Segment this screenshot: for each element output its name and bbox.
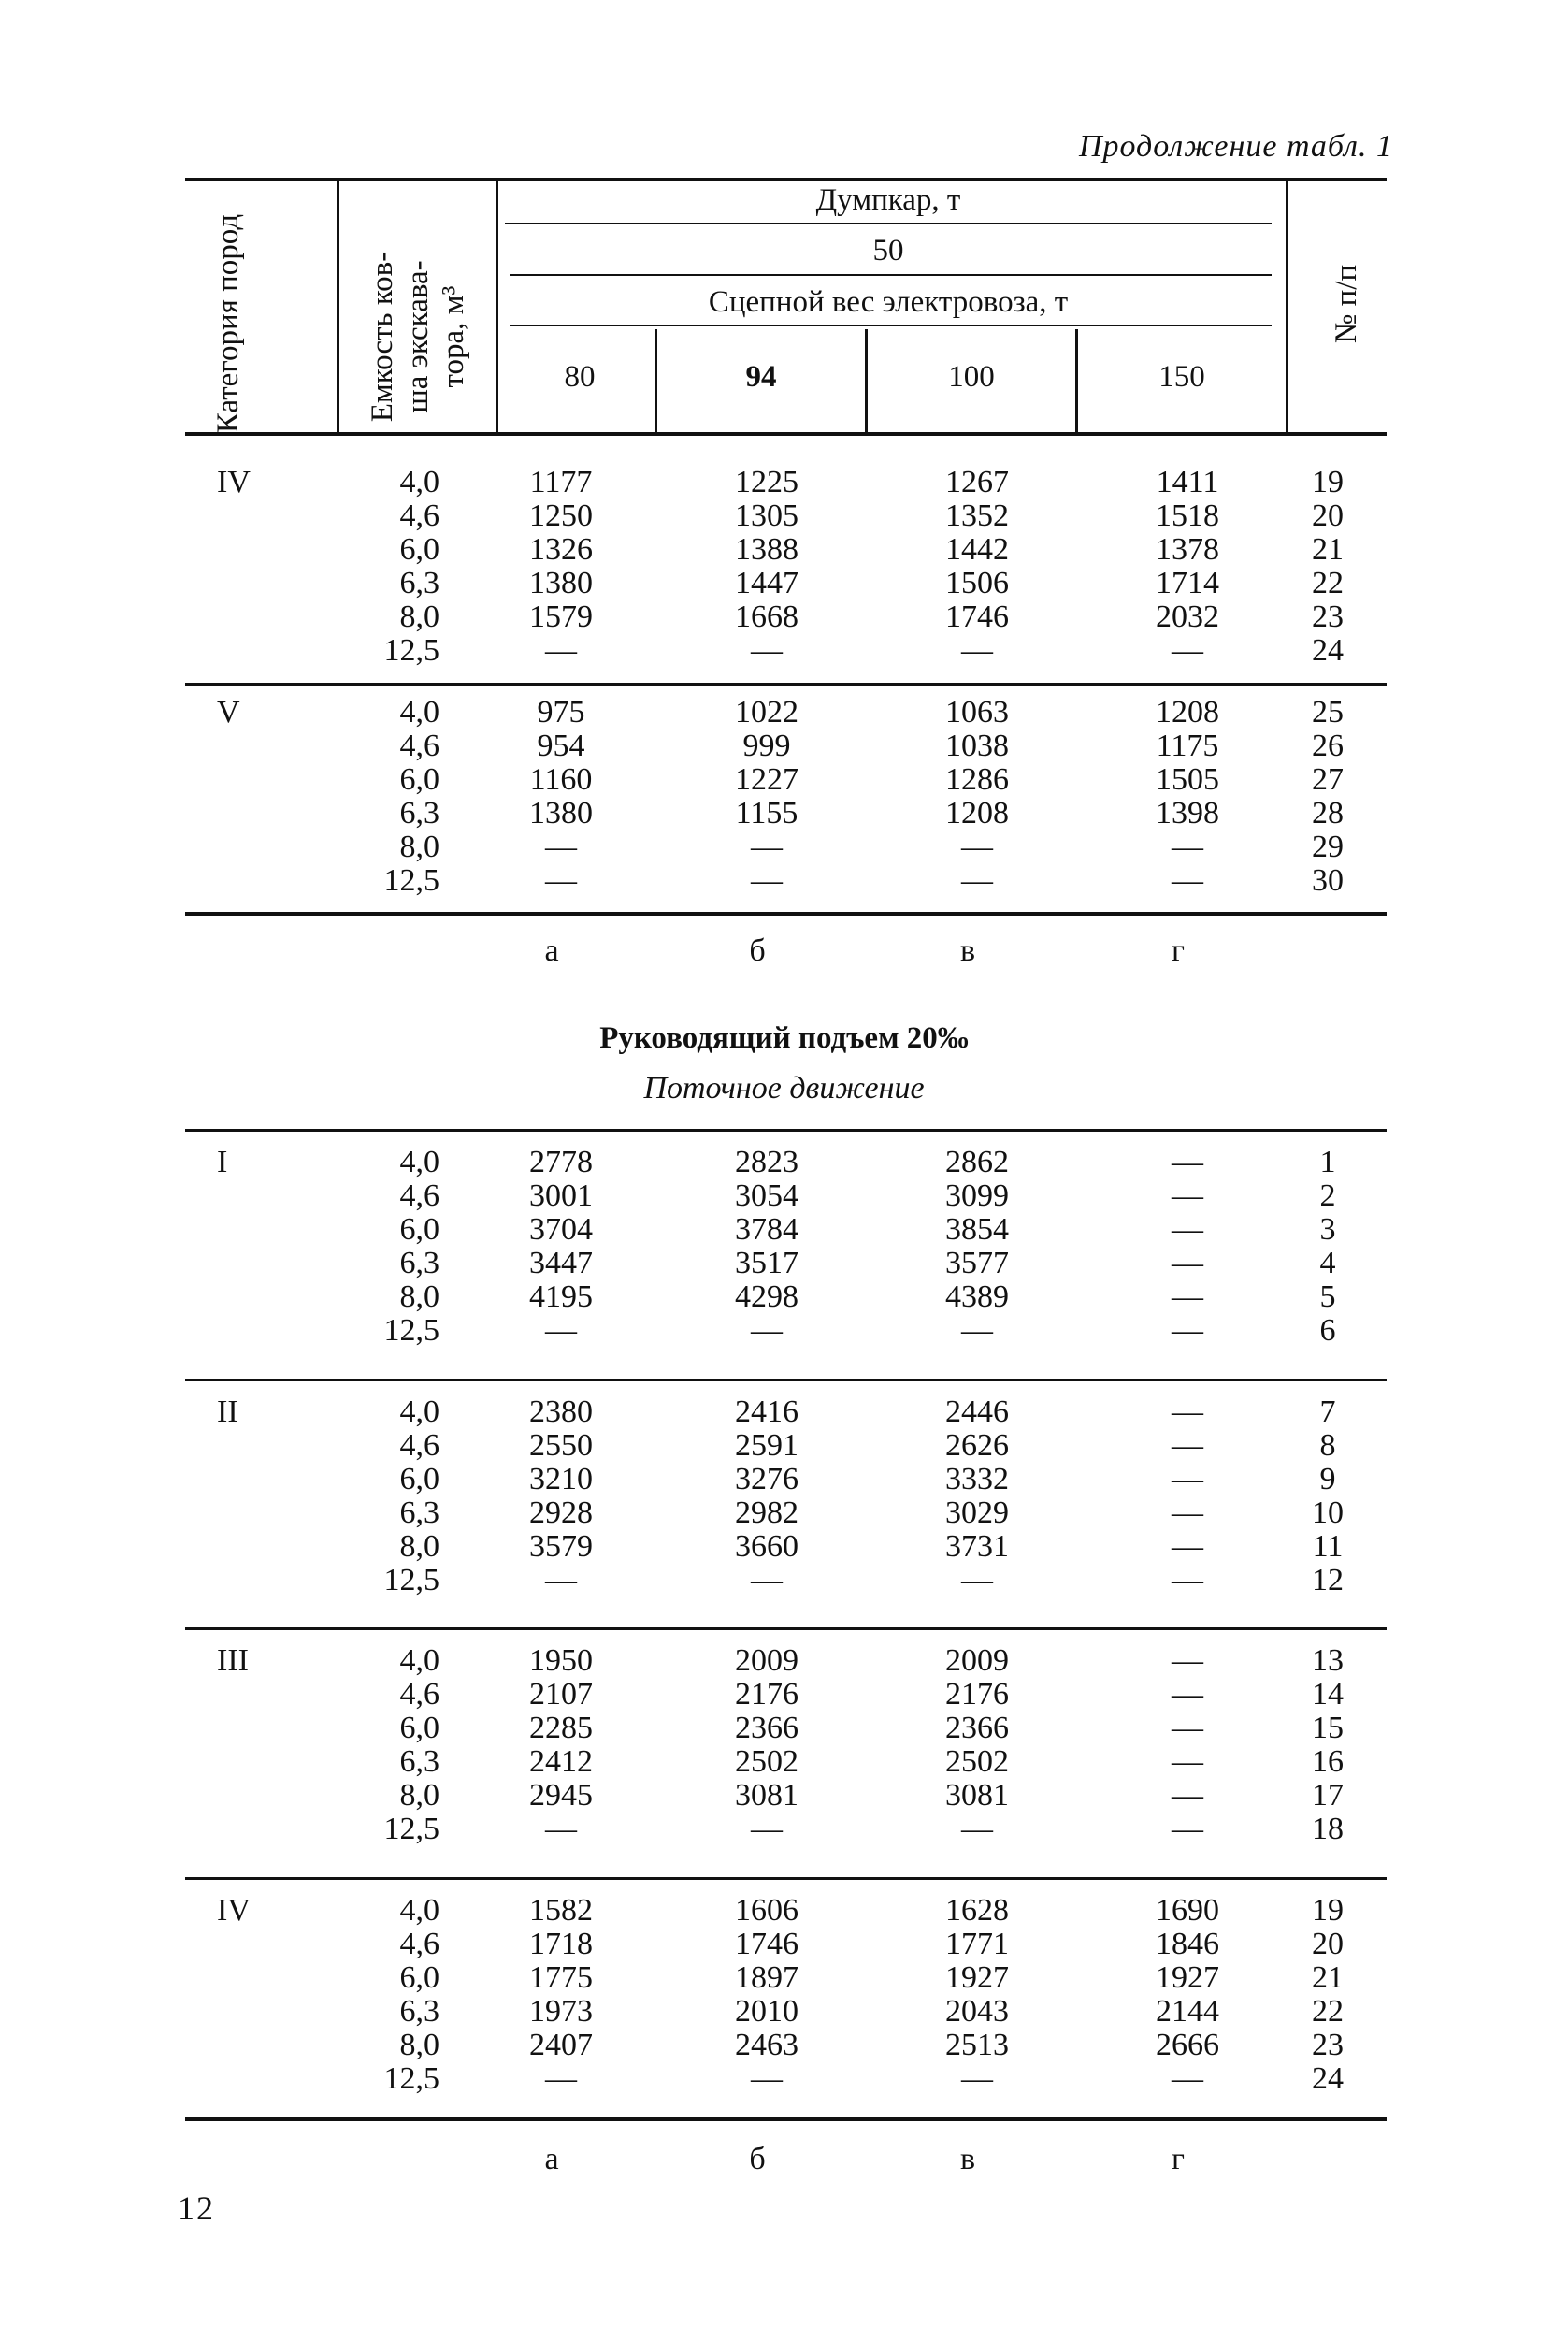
value-cell-b: 999	[742, 729, 791, 763]
capacity-cell: 6,0	[399, 1711, 439, 1745]
table2-top-rule	[185, 1129, 1387, 1132]
value-cell-g: —	[1172, 1279, 1203, 1314]
capacity-cell: 6,3	[399, 1496, 439, 1530]
value-cell-g: 2666	[1156, 2028, 1219, 2062]
value-cell-g: 1846	[1156, 1927, 1219, 1961]
value-cell-v: —	[961, 863, 993, 898]
value-column-g	[1131, 1395, 1244, 1597]
value-cell-a: 2380	[529, 1394, 593, 1429]
value-cell-v: 1746	[945, 600, 1009, 634]
capacity-cell: 4,0	[399, 1643, 439, 1678]
value-cell-v: 3099	[945, 1178, 1009, 1213]
capacity-cell: 8,0	[399, 1529, 439, 1564]
header-capacity	[365, 215, 477, 458]
row-number-cell: 14	[1312, 1677, 1344, 1712]
value-cell-v: —	[961, 2061, 993, 2096]
capacity-cell: 4,0	[399, 1394, 439, 1429]
capacity-cell: 6,3	[399, 1744, 439, 1779]
category-label: IV	[217, 1893, 251, 1928]
value-column-a	[505, 1146, 617, 1348]
capacity-column	[355, 466, 439, 668]
value-cell-g: 1927	[1156, 1960, 1219, 1995]
value-column-b	[711, 1146, 823, 1348]
value-cell-b: 1388	[735, 532, 798, 567]
capacity-cell: 4,6	[399, 1428, 439, 1463]
value-cell-b: —	[751, 863, 783, 898]
value-cell-b: 1155	[735, 796, 798, 831]
table-bottom-rule	[185, 912, 1387, 916]
value-cell-a: —	[545, 633, 577, 668]
row-number-column	[1300, 466, 1356, 668]
value-cell-g: —	[1172, 1643, 1203, 1678]
header-loco-150: 150	[1158, 360, 1205, 394]
row-number-cell: 10	[1312, 1496, 1344, 1530]
value-cell-g: —	[1172, 1677, 1203, 1712]
value-cell-v: —	[961, 1563, 993, 1597]
row-number-cell: 20	[1312, 499, 1344, 533]
row-number-cell: 29	[1312, 830, 1344, 864]
capacity-cell: 6,3	[399, 1246, 439, 1280]
header-inner-rule	[510, 274, 1272, 276]
value-cell-a: 1718	[529, 1927, 593, 1961]
group-separator	[185, 1379, 1387, 1381]
value-cell-a: 1582	[529, 1893, 593, 1928]
value-cell-b: 2366	[735, 1711, 798, 1745]
value-cell-g: 1518	[1156, 499, 1219, 533]
header-divider	[337, 181, 339, 432]
group-separator	[185, 683, 1387, 686]
header-dumpcar: Думпкар, т	[815, 183, 961, 217]
row-number-cell: 3	[1319, 1212, 1336, 1247]
value-cell-v: 3081	[945, 1778, 1009, 1813]
column-letter-a: а	[544, 933, 559, 968]
value-column-a	[505, 466, 617, 668]
value-cell-g: —	[1172, 1744, 1203, 1779]
value-cell-v: 1628	[945, 1893, 1009, 1928]
value-cell-v: 3731	[945, 1529, 1009, 1564]
header-capacity-line: ша экскава-	[401, 260, 435, 413]
capacity-cell: 4,6	[399, 1178, 439, 1213]
row-number-cell: 15	[1312, 1711, 1344, 1745]
row-number-cell: 23	[1312, 600, 1344, 634]
header-top-rule	[185, 178, 1387, 181]
row-number-cell: 9	[1319, 1462, 1336, 1496]
value-column-a	[505, 1894, 617, 2096]
row-number-cell: 30	[1312, 863, 1344, 898]
value-cell-a: 2412	[529, 1744, 593, 1779]
capacity-column	[355, 1395, 439, 1597]
capacity-cell: 6,0	[399, 532, 439, 567]
row-number-cell: 20	[1312, 1927, 1344, 1961]
value-cell-v: 2626	[945, 1428, 1009, 1463]
value-cell-b: 2982	[735, 1496, 798, 1530]
row-number-cell: 21	[1312, 1960, 1344, 1995]
header-inner-rule	[510, 325, 1272, 326]
capacity-cell: 4,0	[399, 1893, 439, 1928]
capacity-cell: 12,5	[383, 1313, 439, 1348]
value-column-b	[711, 466, 823, 668]
capacity-column	[355, 1644, 439, 1846]
value-cell-g: 1690	[1156, 1893, 1219, 1928]
capacity-cell: 6,3	[399, 796, 439, 831]
value-cell-v: —	[961, 1313, 993, 1348]
value-cell-v: 1506	[945, 566, 1009, 600]
capacity-cell: 12,5	[383, 1563, 439, 1597]
value-cell-b: —	[751, 633, 783, 668]
value-cell-v: 2176	[945, 1677, 1009, 1712]
value-column-g	[1131, 1894, 1244, 2096]
value-cell-b: 3517	[735, 1246, 798, 1280]
row-number-column	[1300, 696, 1356, 898]
value-cell-a: —	[545, 863, 577, 898]
group-separator	[185, 1627, 1387, 1630]
column-letter-g: г	[1172, 933, 1185, 968]
value-cell-a: —	[545, 1563, 577, 1597]
value-cell-v: —	[961, 1812, 993, 1846]
capacity-cell: 6,3	[399, 1994, 439, 2029]
row-number-cell: 21	[1312, 532, 1344, 567]
value-cell-a: 2778	[529, 1145, 593, 1179]
value-cell-b: 1227	[735, 762, 798, 797]
capacity-cell: 6,0	[399, 1462, 439, 1496]
capacity-cell: 4,0	[399, 465, 439, 499]
value-cell-a: 2550	[529, 1428, 593, 1463]
value-cell-b: 1225	[735, 465, 798, 499]
row-number-cell: 19	[1312, 1893, 1344, 1928]
value-cell-g: —	[1172, 1212, 1203, 1247]
value-cell-v: 1927	[945, 1960, 1009, 1995]
category-label: I	[217, 1145, 228, 1179]
value-column-b	[711, 1894, 823, 2096]
value-column-b	[711, 1395, 823, 1597]
capacity-cell: 4,6	[399, 729, 439, 763]
value-cell-a: 1950	[529, 1643, 593, 1678]
section-title: Руководящий подъем 20‰	[599, 1021, 969, 1055]
value-cell-a: 1380	[529, 566, 593, 600]
column-letter-g: г	[1172, 2142, 1185, 2176]
value-cell-b: 2010	[735, 1994, 798, 2029]
row-number-cell: 22	[1312, 566, 1344, 600]
value-cell-b: 1897	[735, 1960, 798, 1995]
value-cell-g: 1398	[1156, 796, 1219, 831]
row-number-cell: 13	[1312, 1643, 1344, 1678]
table-continuation-caption: Продолжение табл. 1	[1078, 129, 1393, 164]
value-cell-b: 1606	[735, 1893, 798, 1928]
value-cell-g: —	[1172, 1246, 1203, 1280]
value-cell-a: 2107	[529, 1677, 593, 1712]
value-cell-v: 3332	[945, 1462, 1009, 1496]
row-number-column	[1300, 1395, 1356, 1597]
value-cell-a: 3704	[529, 1212, 593, 1247]
value-cell-b: 3660	[735, 1529, 798, 1564]
value-cell-b: 1305	[735, 499, 798, 533]
section-subtitle: Поточное движение	[643, 1071, 925, 1105]
row-number-cell: 27	[1312, 762, 1344, 797]
value-cell-b: 2463	[735, 2028, 798, 2062]
value-cell-a: 1380	[529, 796, 593, 831]
capacity-column	[355, 1146, 439, 1348]
value-cell-v: 2366	[945, 1711, 1009, 1745]
value-cell-v: 2446	[945, 1394, 1009, 1429]
value-cell-g: —	[1172, 1462, 1203, 1496]
value-cell-v: 2513	[945, 2028, 1009, 2062]
capacity-cell: 12,5	[383, 1812, 439, 1846]
header-loco-100: 100	[948, 360, 995, 394]
value-cell-g: —	[1172, 1394, 1203, 1429]
group-separator	[185, 1877, 1387, 1880]
value-cell-b: 3784	[735, 1212, 798, 1247]
value-column-v	[921, 1146, 1033, 1348]
row-number-cell: 17	[1312, 1778, 1344, 1813]
capacity-cell: 8,0	[399, 1778, 439, 1813]
value-cell-a: 954	[537, 729, 585, 763]
value-column-v	[921, 1894, 1033, 2096]
value-column-g	[1131, 1644, 1244, 1846]
value-cell-g: —	[1172, 1178, 1203, 1213]
value-cell-g: 1208	[1156, 695, 1219, 730]
value-cell-b: 2823	[735, 1145, 798, 1179]
row-number-cell: 23	[1312, 2028, 1344, 2062]
capacity-cell: 12,5	[383, 2061, 439, 2096]
value-cell-a: 2407	[529, 2028, 593, 2062]
column-letter-b: б	[749, 2142, 766, 2176]
value-cell-a: 1326	[529, 532, 593, 567]
header-divider	[496, 181, 498, 432]
value-cell-v: 2502	[945, 1744, 1009, 1779]
row-number-cell: 16	[1312, 1744, 1344, 1779]
value-cell-b: 3276	[735, 1462, 798, 1496]
value-cell-g: 1378	[1156, 532, 1219, 567]
header-inner-rule	[505, 223, 1272, 224]
value-cell-a: 3579	[529, 1529, 593, 1564]
value-cell-g: —	[1172, 1563, 1203, 1597]
header-dumpcar-value: 50	[872, 234, 904, 267]
row-number-cell: 24	[1312, 2061, 1344, 2096]
value-cell-g: —	[1172, 1778, 1203, 1813]
value-cell-a: 2945	[529, 1778, 593, 1813]
value-cell-g: 1505	[1156, 762, 1219, 797]
value-cell-a: 975	[537, 695, 585, 730]
row-number-cell: 26	[1312, 729, 1344, 763]
value-cell-b: —	[751, 1812, 783, 1846]
header-loco-weight: Сцепной вес электровоза, т	[708, 285, 1069, 319]
row-number-cell: 18	[1312, 1812, 1344, 1846]
value-cell-b: —	[751, 1563, 783, 1597]
value-cell-g: —	[1172, 633, 1203, 668]
value-cell-b: 1746	[735, 1927, 798, 1961]
value-cell-a: 1160	[529, 762, 593, 797]
value-cell-a: 2285	[529, 1711, 593, 1745]
value-cell-a: 1775	[529, 1960, 593, 1995]
row-number-cell: 19	[1312, 465, 1344, 499]
value-cell-b: 1022	[735, 695, 798, 730]
value-cell-v: 3577	[945, 1246, 1009, 1280]
row-number-cell: 2	[1319, 1178, 1336, 1213]
value-cell-b: 2176	[735, 1677, 798, 1712]
column-letter-v: в	[959, 2142, 976, 2176]
row-number-cell: 5	[1319, 1279, 1336, 1314]
row-number-cell: 8	[1319, 1428, 1336, 1463]
value-column-b	[711, 1644, 823, 1846]
value-cell-b: 3081	[735, 1778, 798, 1813]
value-cell-v: —	[961, 633, 993, 668]
value-cell-v: 1286	[945, 762, 1009, 797]
value-cell-b: 4298	[735, 1279, 798, 1314]
value-cell-g: —	[1172, 2061, 1203, 2096]
value-cell-a: —	[545, 2061, 577, 2096]
value-cell-v: 2009	[945, 1643, 1009, 1678]
value-cell-v: 4389	[945, 1279, 1009, 1314]
capacity-cell: 8,0	[399, 830, 439, 864]
value-cell-g: —	[1172, 1711, 1203, 1745]
header-loco-94: 94	[745, 360, 777, 394]
row-number-cell: 1	[1319, 1145, 1336, 1179]
row-number-cell: 22	[1312, 1994, 1344, 2029]
value-cell-a: —	[545, 830, 577, 864]
value-cell-v: 3029	[945, 1496, 1009, 1530]
capacity-cell: 8,0	[399, 1279, 439, 1314]
value-cell-a: 3210	[529, 1462, 593, 1496]
value-cell-b: 2009	[735, 1643, 798, 1678]
capacity-cell: 4,6	[399, 1677, 439, 1712]
value-cell-g: 1714	[1156, 566, 1219, 600]
capacity-cell: 8,0	[399, 2028, 439, 2062]
value-cell-v: 1038	[945, 729, 1009, 763]
value-cell-v: 1208	[945, 796, 1009, 831]
value-cell-b: 2416	[735, 1394, 798, 1429]
category-label: V	[217, 695, 240, 730]
value-cell-a: —	[545, 1313, 577, 1348]
row-number-cell: 12	[1312, 1563, 1344, 1597]
value-cell-v: 3854	[945, 1212, 1009, 1247]
value-cell-v: 2043	[945, 1994, 1009, 2029]
value-cell-a: 4195	[529, 1279, 593, 1314]
value-cell-a: 1973	[529, 1994, 593, 2029]
row-number-cell: 28	[1312, 796, 1344, 831]
column-letter-b: б	[749, 933, 766, 968]
value-cell-g: —	[1172, 1529, 1203, 1564]
value-column-v	[921, 696, 1033, 898]
value-cell-a: —	[545, 1812, 577, 1846]
category-label: III	[217, 1643, 249, 1678]
value-cell-g: —	[1172, 830, 1203, 864]
value-cell-b: 1668	[735, 600, 798, 634]
value-cell-g: —	[1172, 1145, 1203, 1179]
capacity-cell: 12,5	[383, 863, 439, 898]
capacity-column	[355, 696, 439, 898]
value-column-v	[921, 466, 1033, 668]
row-number-cell: 7	[1319, 1394, 1336, 1429]
value-cell-v: 1352	[945, 499, 1009, 533]
row-number-cell: 11	[1312, 1529, 1344, 1564]
header-category: Категория пород	[211, 213, 245, 434]
value-cell-g: 1175	[1156, 729, 1219, 763]
value-cell-g: —	[1172, 1812, 1203, 1846]
value-column-g	[1131, 696, 1244, 898]
value-cell-b: —	[751, 1313, 783, 1348]
capacity-cell: 12,5	[383, 633, 439, 668]
value-cell-v: 2862	[945, 1145, 1009, 1179]
value-cell-g: —	[1172, 1496, 1203, 1530]
value-cell-a: 1250	[529, 499, 593, 533]
row-number-column	[1300, 1644, 1356, 1846]
value-cell-b: 3054	[735, 1178, 798, 1213]
value-cell-a: 1579	[529, 600, 593, 634]
header-row-number: № п/п	[1330, 264, 1363, 344]
value-cell-a: 3447	[529, 1246, 593, 1280]
value-cell-b: —	[751, 830, 783, 864]
column-letter-a: а	[544, 2142, 559, 2176]
table-bottom-rule	[185, 2117, 1387, 2121]
capacity-cell: 6,0	[399, 1212, 439, 1247]
capacity-cell: 6,0	[399, 1960, 439, 1995]
value-cell-g: —	[1172, 1313, 1203, 1348]
value-cell-v: —	[961, 830, 993, 864]
value-column-a	[505, 1395, 617, 1597]
header-capacity-line: Емкость ков-	[366, 251, 399, 423]
capacity-cell: 8,0	[399, 600, 439, 634]
capacity-cell: 4,6	[399, 499, 439, 533]
capacity-cell: 6,3	[399, 566, 439, 600]
value-cell-b: 2502	[735, 1744, 798, 1779]
capacity-cell: 6,0	[399, 762, 439, 797]
value-column-a	[505, 1644, 617, 1846]
value-cell-b: 2591	[735, 1428, 798, 1463]
value-cell-g: 2144	[1156, 1994, 1219, 2029]
capacity-column	[355, 1894, 439, 2096]
value-cell-g: —	[1172, 863, 1203, 898]
value-cell-a: 2928	[529, 1496, 593, 1530]
value-column-g	[1131, 466, 1244, 668]
value-cell-v: 1442	[945, 532, 1009, 567]
row-number-cell: 25	[1312, 695, 1344, 730]
row-number-column	[1300, 1894, 1356, 2096]
category-label: IV	[217, 465, 251, 499]
row-number-cell: 6	[1319, 1313, 1336, 1348]
value-column-v	[921, 1395, 1033, 1597]
value-cell-g: 2032	[1156, 600, 1219, 634]
value-cell-g: 1411	[1156, 465, 1219, 499]
value-cell-a: 1177	[529, 465, 593, 499]
capacity-cell: 4,0	[399, 1145, 439, 1179]
header-divider	[1286, 181, 1288, 432]
header-capacity-line: тора, м³	[437, 285, 470, 388]
category-label: II	[217, 1394, 238, 1429]
capacity-cell: 4,0	[399, 695, 439, 730]
value-cell-a: 3001	[529, 1178, 593, 1213]
value-column-g	[1131, 1146, 1244, 1348]
page-number: 12	[178, 2189, 215, 2227]
value-cell-v: 1771	[945, 1927, 1009, 1961]
value-cell-b: 1447	[735, 566, 798, 600]
column-letter-v: в	[959, 933, 976, 968]
value-column-b	[711, 696, 823, 898]
value-cell-v: 1063	[945, 695, 1009, 730]
row-number-cell: 24	[1312, 633, 1344, 668]
value-column-v	[921, 1644, 1033, 1846]
value-cell-b: —	[751, 2061, 783, 2096]
capacity-cell: 4,6	[399, 1927, 439, 1961]
value-cell-v: 1267	[945, 465, 1009, 499]
value-cell-g: —	[1172, 1428, 1203, 1463]
header-loco-80: 80	[564, 360, 596, 394]
value-column-a	[505, 696, 617, 898]
row-number-column	[1300, 1146, 1356, 1348]
row-number-cell: 4	[1319, 1246, 1336, 1280]
